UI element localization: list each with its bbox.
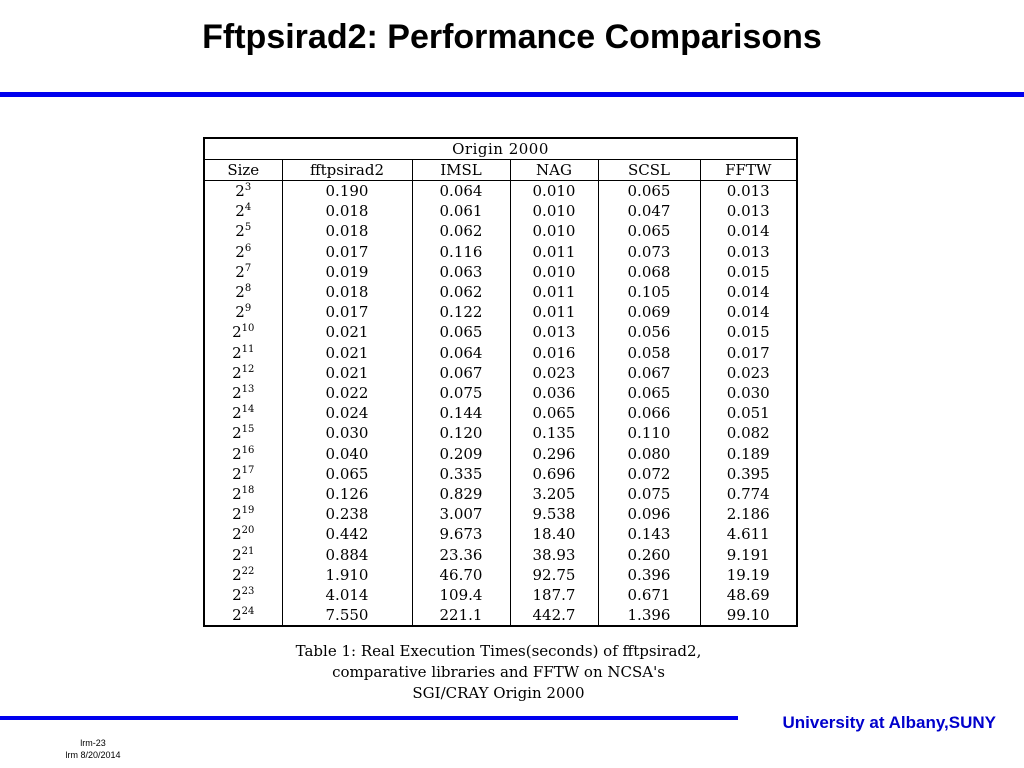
time-cell: 0.189 <box>700 444 796 464</box>
time-cell: 0.013 <box>700 181 796 202</box>
size-exponent: 13 <box>241 384 255 396</box>
time-cell: 0.774 <box>700 484 796 504</box>
size-exponent: 22 <box>241 565 255 577</box>
size-base: 2 <box>235 242 245 261</box>
time-cell: 38.93 <box>510 545 598 565</box>
size-base: 2 <box>235 222 245 241</box>
table-row <box>205 363 796 383</box>
time-cell: 0.110 <box>598 423 700 443</box>
time-cell: 0.019 <box>282 262 412 282</box>
time-cell: 0.066 <box>598 403 700 423</box>
size-base: 2 <box>232 384 242 403</box>
time-cell: 0.010 <box>510 181 598 202</box>
size-base: 2 <box>232 323 242 342</box>
time-cell: 0.067 <box>412 363 510 383</box>
time-cell: 3.205 <box>510 484 598 504</box>
time-cell: 7.550 <box>282 605 412 625</box>
time-cell: 48.69 <box>700 585 796 605</box>
table-row <box>205 504 796 524</box>
column-header: FFTW <box>700 160 796 181</box>
size-exponent: 23 <box>241 586 255 598</box>
column-header: Size <box>205 160 282 181</box>
size-cell <box>205 605 282 625</box>
time-cell: 0.072 <box>598 464 700 484</box>
time-cell: 221.1 <box>412 605 510 625</box>
time-cell: 0.671 <box>598 585 700 605</box>
table-row <box>205 181 796 202</box>
size-exponent: 9 <box>244 303 252 315</box>
time-cell: 3.007 <box>412 504 510 524</box>
caption-line: Table 1: Real Execution Times(seconds) of fftpsirad2, <box>295 642 702 660</box>
size-exponent: 7 <box>244 262 252 274</box>
table-row <box>205 282 796 302</box>
time-cell: 92.75 <box>510 565 598 585</box>
time-cell: 0.696 <box>510 464 598 484</box>
time-cell: 4.611 <box>700 524 796 544</box>
size-cell <box>205 423 282 443</box>
results-table <box>203 137 798 627</box>
table-title: Origin 2000 <box>205 139 796 160</box>
institution-name: University at Albany,SUNY <box>782 713 996 732</box>
time-cell: 2.186 <box>700 504 796 524</box>
table-row <box>205 403 796 423</box>
table-row <box>205 464 796 484</box>
time-cell: 0.065 <box>598 181 700 202</box>
table-row <box>205 343 796 363</box>
time-cell: 4.014 <box>282 585 412 605</box>
size-base: 2 <box>232 565 242 584</box>
size-base: 2 <box>232 444 242 463</box>
time-cell: 0.073 <box>598 242 700 262</box>
table-row <box>205 423 796 443</box>
size-cell <box>205 545 282 565</box>
time-cell: 0.030 <box>700 383 796 403</box>
size-cell <box>205 484 282 504</box>
column-header: NAG <box>510 160 598 181</box>
size-base: 2 <box>235 202 245 221</box>
time-cell: 0.014 <box>700 282 796 302</box>
time-cell: 0.014 <box>700 302 796 322</box>
size-cell <box>205 464 282 484</box>
time-cell: 0.030 <box>282 423 412 443</box>
time-cell: 0.260 <box>598 545 700 565</box>
time-cell: 0.011 <box>510 282 598 302</box>
time-cell: 0.062 <box>412 221 510 241</box>
size-base: 2 <box>232 343 242 362</box>
time-cell: 0.015 <box>700 262 796 282</box>
time-cell: 0.040 <box>282 444 412 464</box>
time-cell: 0.036 <box>510 383 598 403</box>
time-cell: 0.065 <box>598 221 700 241</box>
table-row <box>205 322 796 342</box>
time-cell: 0.023 <box>700 363 796 383</box>
caption-line: SGI/CRAY Origin 2000 <box>412 684 585 702</box>
time-cell: 1.910 <box>282 565 412 585</box>
size-exponent: 15 <box>241 424 255 436</box>
time-cell: 0.047 <box>598 201 700 221</box>
time-cell: 0.065 <box>598 383 700 403</box>
time-cell: 0.082 <box>700 423 796 443</box>
time-cell: 0.122 <box>412 302 510 322</box>
table-row <box>205 221 796 241</box>
time-cell: 9.191 <box>700 545 796 565</box>
time-cell: 0.015 <box>700 322 796 342</box>
time-cell: 0.021 <box>282 343 412 363</box>
time-cell: 0.120 <box>412 423 510 443</box>
time-cell: 19.19 <box>700 565 796 585</box>
size-cell <box>205 585 282 605</box>
time-cell: 0.013 <box>700 201 796 221</box>
time-cell: 0.068 <box>598 262 700 282</box>
time-cell: 18.40 <box>510 524 598 544</box>
time-cell: 0.884 <box>282 545 412 565</box>
time-cell: 46.70 <box>412 565 510 585</box>
time-cell: 0.069 <box>598 302 700 322</box>
size-cell <box>205 282 282 302</box>
size-cell <box>205 262 282 282</box>
size-cell <box>205 343 282 363</box>
time-cell: 0.056 <box>598 322 700 342</box>
time-cell: 0.062 <box>412 282 510 302</box>
size-base: 2 <box>232 586 242 605</box>
time-cell: 0.018 <box>282 201 412 221</box>
time-cell: 0.058 <box>598 343 700 363</box>
size-exponent: 4 <box>244 202 252 214</box>
table-body <box>205 181 796 626</box>
size-exponent: 17 <box>241 464 255 476</box>
time-cell: 0.075 <box>598 484 700 504</box>
time-cell: 0.011 <box>510 302 598 322</box>
size-exponent: 3 <box>244 182 252 193</box>
size-exponent: 12 <box>241 363 255 375</box>
time-cell: 0.013 <box>510 322 598 342</box>
table-row <box>205 585 796 605</box>
time-cell: 0.190 <box>282 181 412 202</box>
time-cell: 0.063 <box>412 262 510 282</box>
time-cell: 0.010 <box>510 262 598 282</box>
time-cell: 0.135 <box>510 423 598 443</box>
size-exponent: 11 <box>241 343 255 355</box>
size-cell <box>205 181 282 202</box>
time-cell: 23.36 <box>412 545 510 565</box>
table-row <box>205 484 796 504</box>
size-base: 2 <box>232 606 242 625</box>
size-cell <box>205 383 282 403</box>
time-cell: 0.105 <box>598 282 700 302</box>
size-cell <box>205 363 282 383</box>
time-cell: 0.017 <box>700 343 796 363</box>
table-row <box>205 565 796 585</box>
size-base: 2 <box>232 525 242 544</box>
time-cell: 9.673 <box>412 524 510 544</box>
time-cell: 0.065 <box>510 403 598 423</box>
size-cell <box>205 322 282 342</box>
size-base: 2 <box>235 182 245 200</box>
time-cell: 0.075 <box>412 383 510 403</box>
column-header: IMSL <box>412 160 510 181</box>
slide-id: lrm-23 <box>80 738 106 748</box>
time-cell: 0.209 <box>412 444 510 464</box>
time-cell: 0.061 <box>412 201 510 221</box>
size-exponent: 10 <box>241 323 255 335</box>
size-base: 2 <box>232 404 242 423</box>
size-cell <box>205 302 282 322</box>
time-cell: 0.296 <box>510 444 598 464</box>
size-base: 2 <box>232 464 242 483</box>
time-cell: 0.017 <box>282 302 412 322</box>
bottom-divider <box>0 716 738 720</box>
time-cell: 0.144 <box>412 403 510 423</box>
time-cell: 0.396 <box>598 565 700 585</box>
table-row <box>205 201 796 221</box>
size-cell <box>205 565 282 585</box>
size-base: 2 <box>235 303 245 322</box>
size-cell <box>205 524 282 544</box>
size-exponent: 24 <box>241 606 255 618</box>
time-cell: 0.080 <box>598 444 700 464</box>
time-cell: 0.010 <box>510 221 598 241</box>
time-cell: 109.4 <box>412 585 510 605</box>
time-cell: 0.096 <box>598 504 700 524</box>
size-base: 2 <box>235 262 245 281</box>
time-cell: 0.064 <box>412 181 510 202</box>
table-row <box>205 444 796 464</box>
time-cell: 0.067 <box>598 363 700 383</box>
time-cell: 0.018 <box>282 282 412 302</box>
time-cell: 9.538 <box>510 504 598 524</box>
time-cell: 0.051 <box>700 403 796 423</box>
size-base: 2 <box>232 363 242 382</box>
size-cell <box>205 201 282 221</box>
size-exponent: 21 <box>241 545 255 557</box>
size-cell <box>205 403 282 423</box>
time-cell: 0.014 <box>700 221 796 241</box>
header-row <box>205 160 796 181</box>
slide-title: Fftpsirad2: Performance Comparisons <box>202 18 822 56</box>
caption-line: comparative libraries and FFTW on NCSA's <box>332 663 665 681</box>
size-exponent: 6 <box>244 242 252 254</box>
time-cell: 0.829 <box>412 484 510 504</box>
size-base: 2 <box>232 545 242 564</box>
time-cell: 0.116 <box>412 242 510 262</box>
table-caption <box>203 641 794 704</box>
size-exponent: 19 <box>241 505 255 517</box>
time-cell: 187.7 <box>510 585 598 605</box>
time-cell: 0.013 <box>700 242 796 262</box>
time-cell: 0.021 <box>282 322 412 342</box>
table-row <box>205 262 796 282</box>
time-cell: 0.021 <box>282 363 412 383</box>
size-cell <box>205 221 282 241</box>
table-row <box>205 242 796 262</box>
time-cell: 442.7 <box>510 605 598 625</box>
time-cell: 0.335 <box>412 464 510 484</box>
time-cell: 0.018 <box>282 221 412 241</box>
size-exponent: 16 <box>241 444 255 456</box>
time-cell: 0.143 <box>598 524 700 544</box>
table-row <box>205 524 796 544</box>
time-cell: 0.023 <box>510 363 598 383</box>
size-base: 2 <box>232 505 242 524</box>
time-cell: 0.065 <box>282 464 412 484</box>
timing-table <box>205 160 796 625</box>
table-row <box>205 545 796 565</box>
time-cell: 0.017 <box>282 242 412 262</box>
time-cell: 0.016 <box>510 343 598 363</box>
size-base: 2 <box>235 283 245 302</box>
time-cell: 0.010 <box>510 201 598 221</box>
size-cell <box>205 444 282 464</box>
column-header: SCSL <box>598 160 700 181</box>
table-row <box>205 302 796 322</box>
size-exponent: 18 <box>241 485 255 497</box>
time-cell: 0.065 <box>412 322 510 342</box>
size-exponent: 20 <box>241 525 255 537</box>
time-cell: 0.024 <box>282 403 412 423</box>
time-cell: 0.011 <box>510 242 598 262</box>
size-exponent: 14 <box>241 404 255 416</box>
time-cell: 0.442 <box>282 524 412 544</box>
size-base: 2 <box>232 485 242 504</box>
table-row <box>205 605 796 625</box>
time-cell: 0.064 <box>412 343 510 363</box>
size-cell <box>205 504 282 524</box>
size-cell <box>205 242 282 262</box>
time-cell: 0.238 <box>282 504 412 524</box>
time-cell: 1.396 <box>598 605 700 625</box>
column-header: fftpsirad2 <box>282 160 412 181</box>
time-cell: 0.022 <box>282 383 412 403</box>
time-cell: 99.10 <box>700 605 796 625</box>
size-exponent: 5 <box>244 222 252 234</box>
table-row <box>205 383 796 403</box>
size-exponent: 8 <box>244 283 252 295</box>
slide-date: lrm 8/20/2014 <box>65 750 121 760</box>
time-cell: 0.126 <box>282 484 412 504</box>
top-divider <box>0 92 1024 97</box>
time-cell: 0.395 <box>700 464 796 484</box>
size-base: 2 <box>232 424 242 443</box>
